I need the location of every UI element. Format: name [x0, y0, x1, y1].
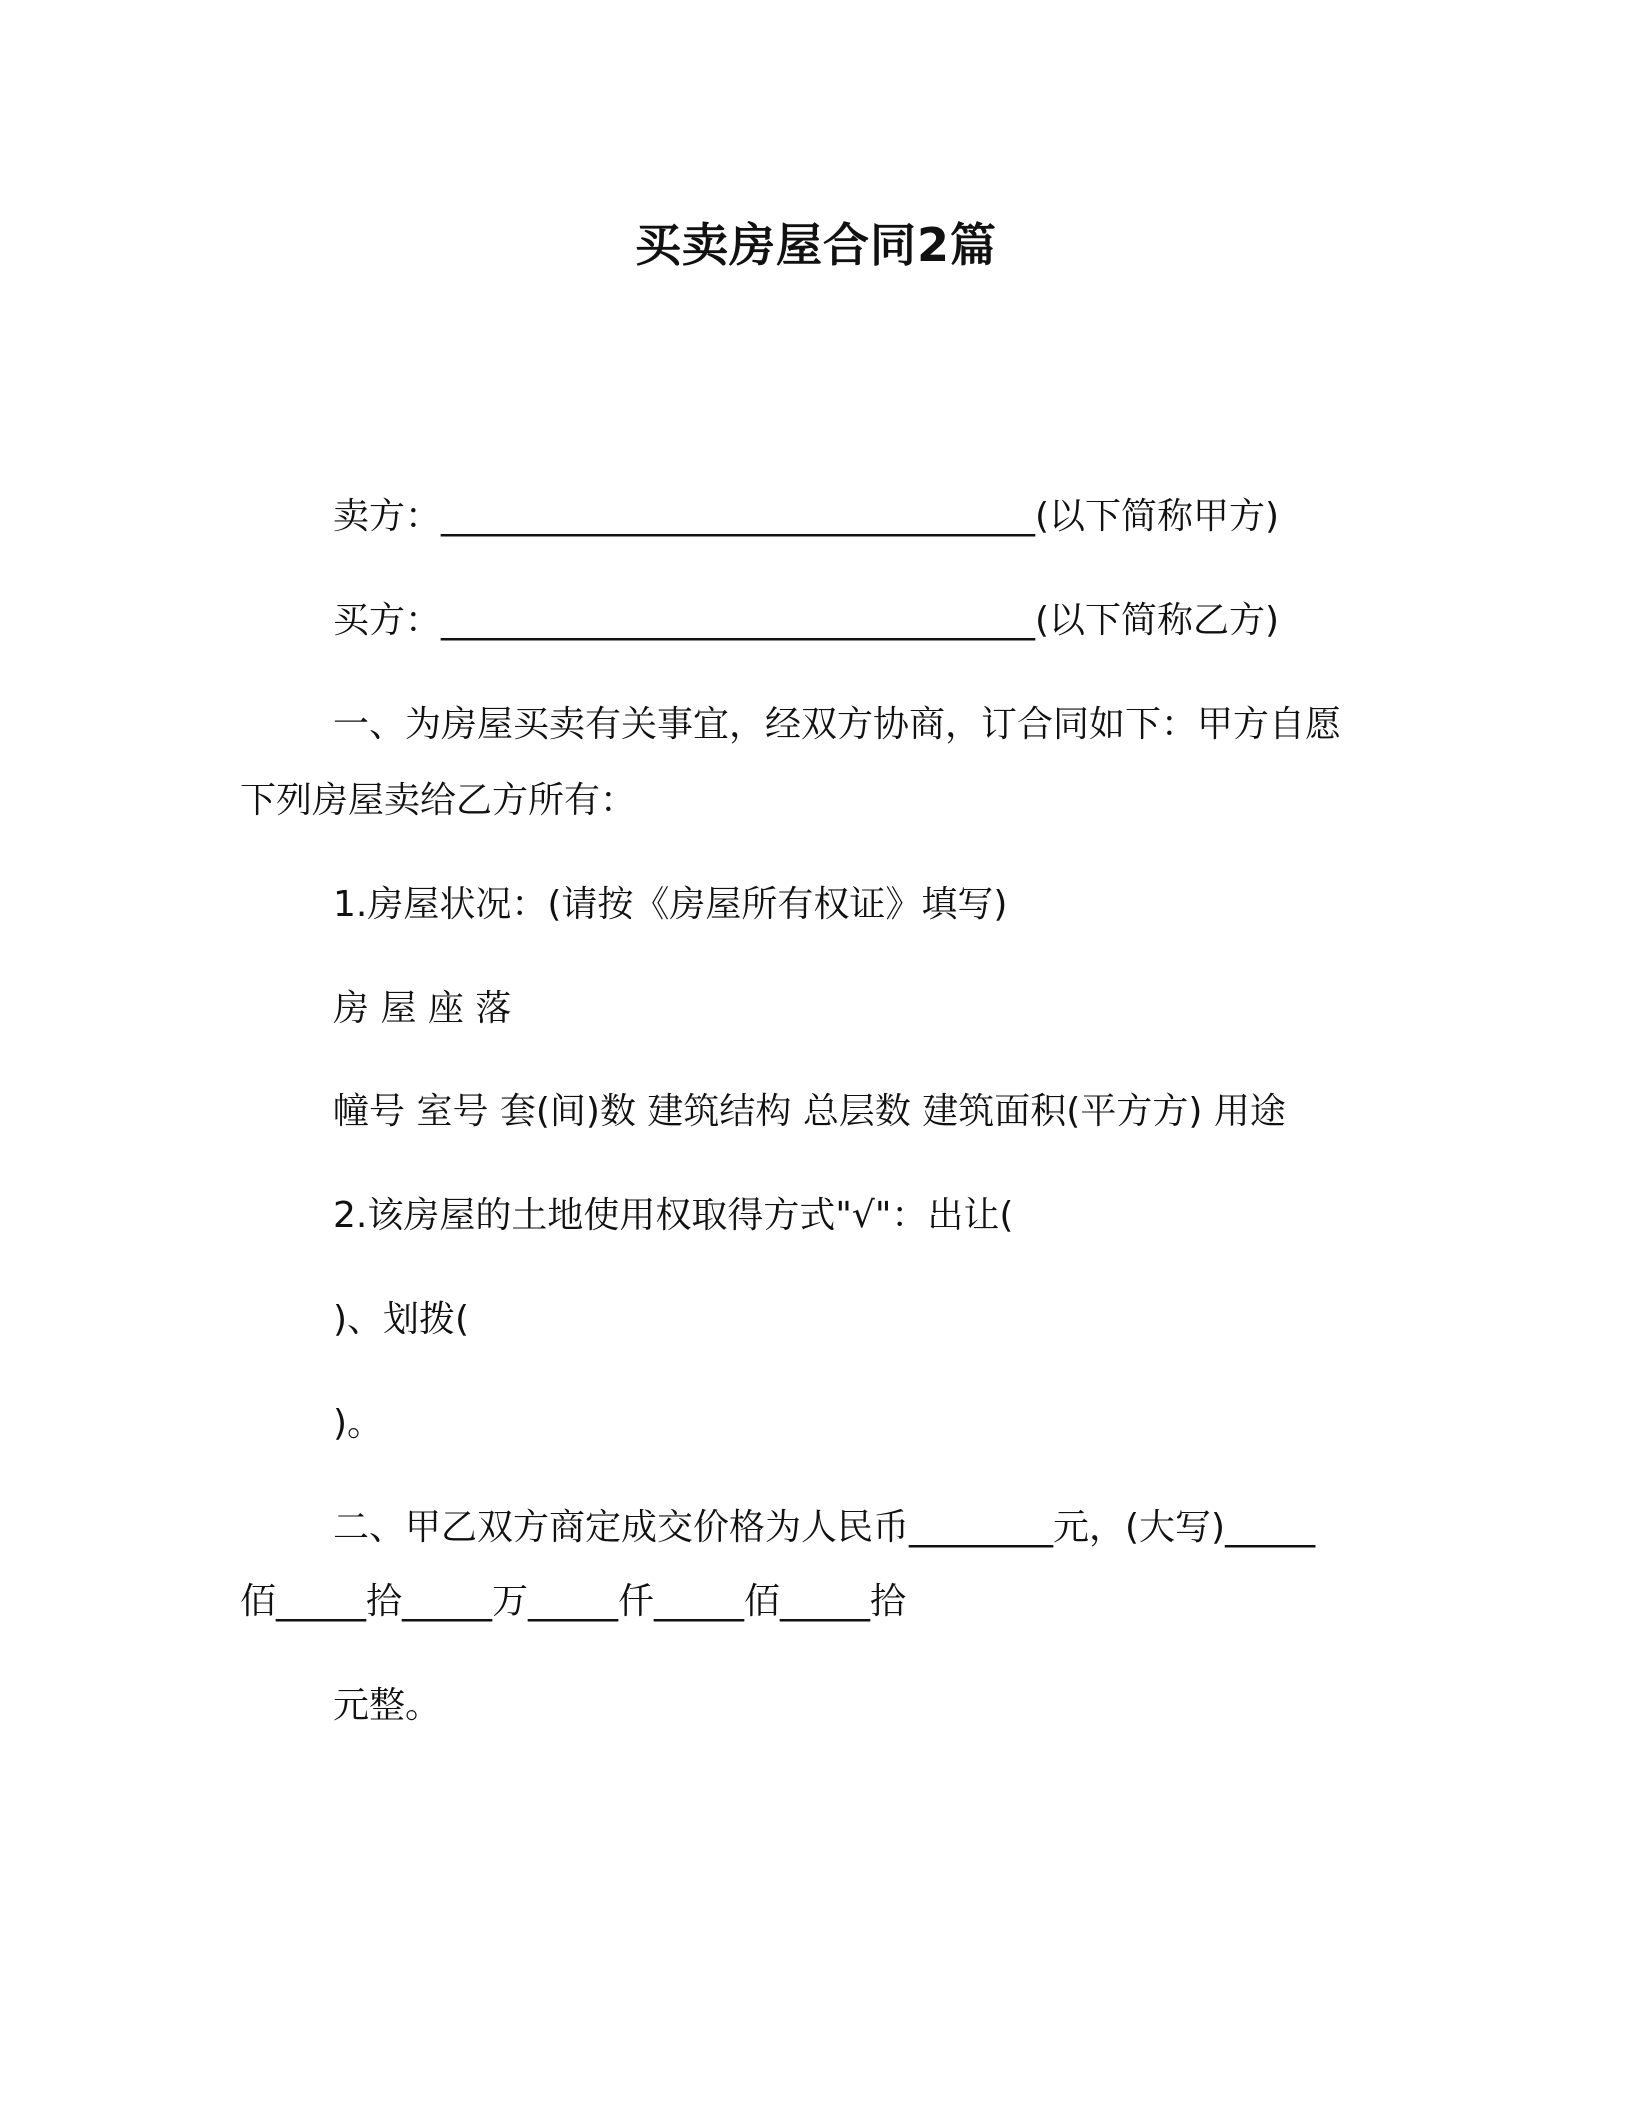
- closing-paren-line: )。: [333, 1403, 384, 1444]
- land-use-line: 2.该房屋的土地使用权取得方式"√"：出让(: [333, 1195, 1014, 1236]
- clause-one-line-1: 一、为房屋买卖有关事宜，经双方协商，订合同如下：甲方自愿: [333, 704, 1342, 745]
- clause-two-line-3: 元整。: [333, 1685, 442, 1726]
- allocation-line: )、划拨(: [333, 1299, 470, 1340]
- clause-one-line-2: 下列房屋卖给乙方所有：: [240, 780, 637, 821]
- document-title: 买卖房屋合同2篇: [634, 218, 997, 272]
- house-table-header: 幢号 室号 套(间)数 建筑结构 总层数 建筑面积(平方方) 用途: [333, 1091, 1286, 1132]
- buyer-line: 买方：_________________________________(以下简称乙方): [333, 600, 1280, 641]
- seller-line: 卖方：_________________________________(以下简称甲方): [333, 496, 1280, 537]
- house-location-label: 房 屋 座 落: [333, 988, 512, 1029]
- house-status-line: 1.房屋状况：(请按《房屋所有权证》填写): [333, 884, 1008, 925]
- clause-two-line-1: 二、甲乙双方商定成交价格为人民币________元，(大写)_____: [333, 1507, 1316, 1548]
- clause-two-line-2: 佰_____拾_____万_____仟_____佰_____拾: [240, 1581, 906, 1622]
